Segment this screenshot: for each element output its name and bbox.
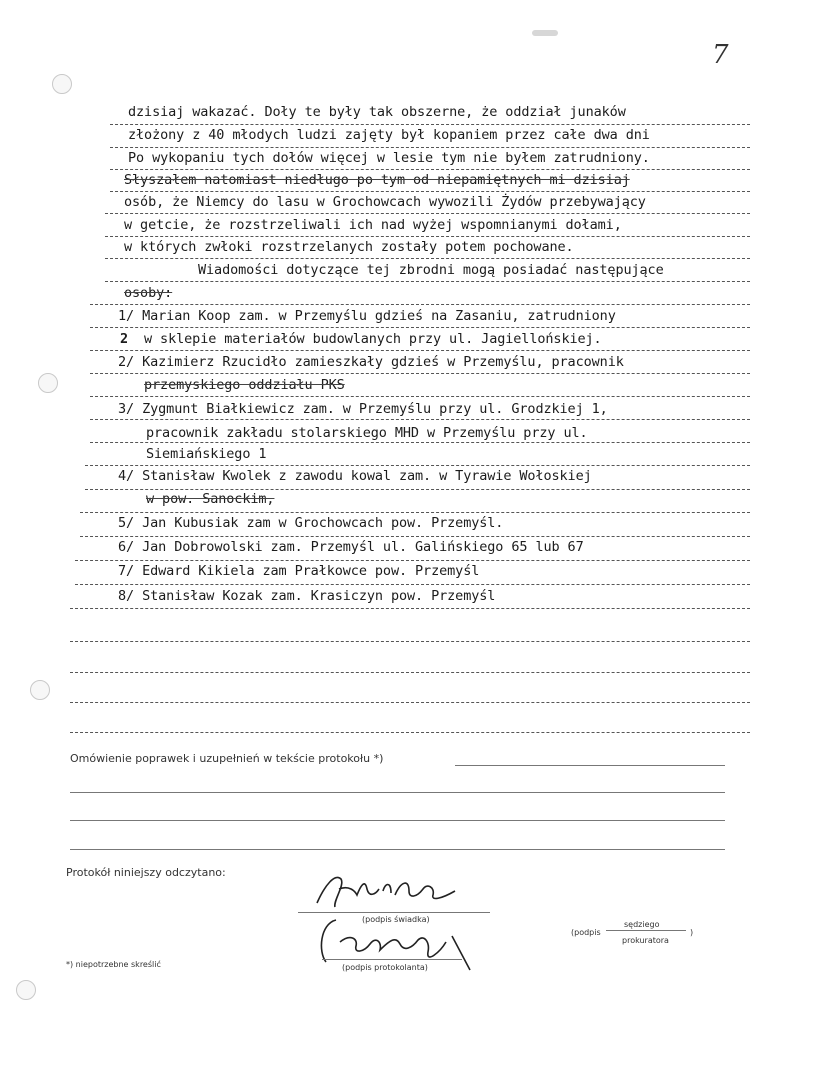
person-entry: 7/ Edward Kikiela zam Prałkowce pow. Przemyśl xyxy=(118,563,480,579)
punch-hole-bottom xyxy=(16,980,36,1000)
rule-line xyxy=(105,281,750,282)
rule-line xyxy=(110,191,750,192)
rule-line xyxy=(75,560,750,561)
person-entry: w pow. Sanockim, xyxy=(146,491,275,507)
page-number: 7 xyxy=(712,40,729,70)
recorder-caption: (podpis protokolanta) xyxy=(342,963,428,972)
judge-caption-bottom: prokuratora xyxy=(622,936,669,945)
rule-line xyxy=(90,373,750,374)
rule-line xyxy=(110,124,750,125)
rule-line xyxy=(70,608,750,609)
judge-caption-prefix: (podpis xyxy=(571,928,601,937)
rule-line xyxy=(70,732,750,733)
rule-line xyxy=(80,512,750,513)
person-entry: 8/ Stanisław Kozak zam. Krasiczyn pow. Przemyśl xyxy=(118,588,496,604)
rule-line xyxy=(90,419,750,420)
person-entry: przemyskiego oddziału PKS xyxy=(144,377,345,393)
witness-caption: (podpis świadka) xyxy=(362,915,430,924)
rule-line xyxy=(75,584,750,585)
footnote: *) niepotrzebne skreślić xyxy=(66,960,161,969)
person-entry: 1/ Marian Koop zam. w Przemyślu gdzieś na Zasaniu, zatrudniony xyxy=(118,308,616,324)
body-line: osób, że Niemcy do lasu w Grochowcach wywozili Żydów przebywający xyxy=(124,194,646,210)
margin-mark: 2 xyxy=(120,331,129,347)
person-entry: 5/ Jan Kubusiak zam w Grochowcach pow. Przemyśl. xyxy=(118,515,504,531)
person-entry: w sklepie materiałów budowlanych przy ul. Jagiellońskiej. xyxy=(144,331,602,347)
body-line: w getcie, że rozstrzeliwali ich nad wyżej wspomnianymi dołami, xyxy=(124,217,622,233)
rule-line xyxy=(70,702,750,703)
body-line: dzisiaj wakazać. Doły te były tak obszerne, że oddział junaków xyxy=(128,104,626,120)
rule-line xyxy=(105,258,750,259)
body-line: Słyszałem natomiast niedługo po tym od niepamiętnych mi dzisiaj xyxy=(124,172,630,188)
rule-line xyxy=(70,641,750,642)
corrections-line xyxy=(70,792,725,793)
punch-hole-lower xyxy=(30,680,50,700)
person-entry: Siemiańskiego 1 xyxy=(146,446,267,462)
body-line: złożony z 40 młodych ludzi zajęty był kopaniem przez całe dwa dni xyxy=(128,127,650,143)
body-line: Po wykopaniu tych dołów więcej w lesie tym nie byłem zatrudniony. xyxy=(128,150,650,166)
rule-line xyxy=(90,442,750,443)
punch-hole-middle xyxy=(38,373,58,393)
rule-line xyxy=(105,236,750,237)
rule-line xyxy=(90,396,750,397)
scan-smudge xyxy=(532,30,558,36)
body-line: Wiadomości dotyczące tej zbrodni mogą posiadać następujące xyxy=(198,262,664,278)
rule-line xyxy=(110,169,750,170)
corrections-line xyxy=(70,820,725,821)
corrections-line xyxy=(70,849,725,850)
person-entry: 3/ Zygmunt Białkiewicz zam. w Przemyślu przy ul. Grodzkiej 1, xyxy=(118,401,608,417)
corrections-line xyxy=(455,765,725,766)
witness-signature xyxy=(305,865,505,915)
person-entry: 2/ Kazimierz Rzucidło zamieszkały gdzieś w Przemyślu, pracownik xyxy=(118,354,624,370)
person-entry: 4/ Stanisław Kwolek z zawodu kowal zam. w Tyrawie Wołoskiej xyxy=(118,468,592,484)
rule-line xyxy=(110,147,750,148)
rule-line xyxy=(105,213,750,214)
punch-hole-top xyxy=(52,74,72,94)
judge-sign-line xyxy=(606,930,686,931)
person-entry: pracownik zakładu stolarskiego MHD w Przemyślu przy ul. xyxy=(146,425,588,441)
recorder-sign-line xyxy=(322,959,462,960)
rule-line xyxy=(85,465,750,466)
rule-line xyxy=(80,536,750,537)
judge-caption-suffix: ) xyxy=(690,928,694,937)
rule-line xyxy=(70,672,750,673)
corrections-label: Omówienie poprawek i uzupełnień w tekście protokołu *) xyxy=(70,752,384,765)
judge-caption-top: sędziego xyxy=(624,920,660,929)
rule-line xyxy=(90,304,750,305)
read-label: Protokół niniejszy odczytano: xyxy=(66,866,226,879)
body-line: w których zwłoki rozstrzelanych zostały potem pochowane. xyxy=(124,239,574,255)
body-line: osoby: xyxy=(124,285,173,301)
rule-line xyxy=(85,489,750,490)
rule-line xyxy=(90,350,750,351)
person-entry: 6/ Jan Dobrowolski zam. Przemyśl ul. Galińskiego 65 lub 67 xyxy=(118,539,584,555)
rule-line xyxy=(90,327,750,328)
